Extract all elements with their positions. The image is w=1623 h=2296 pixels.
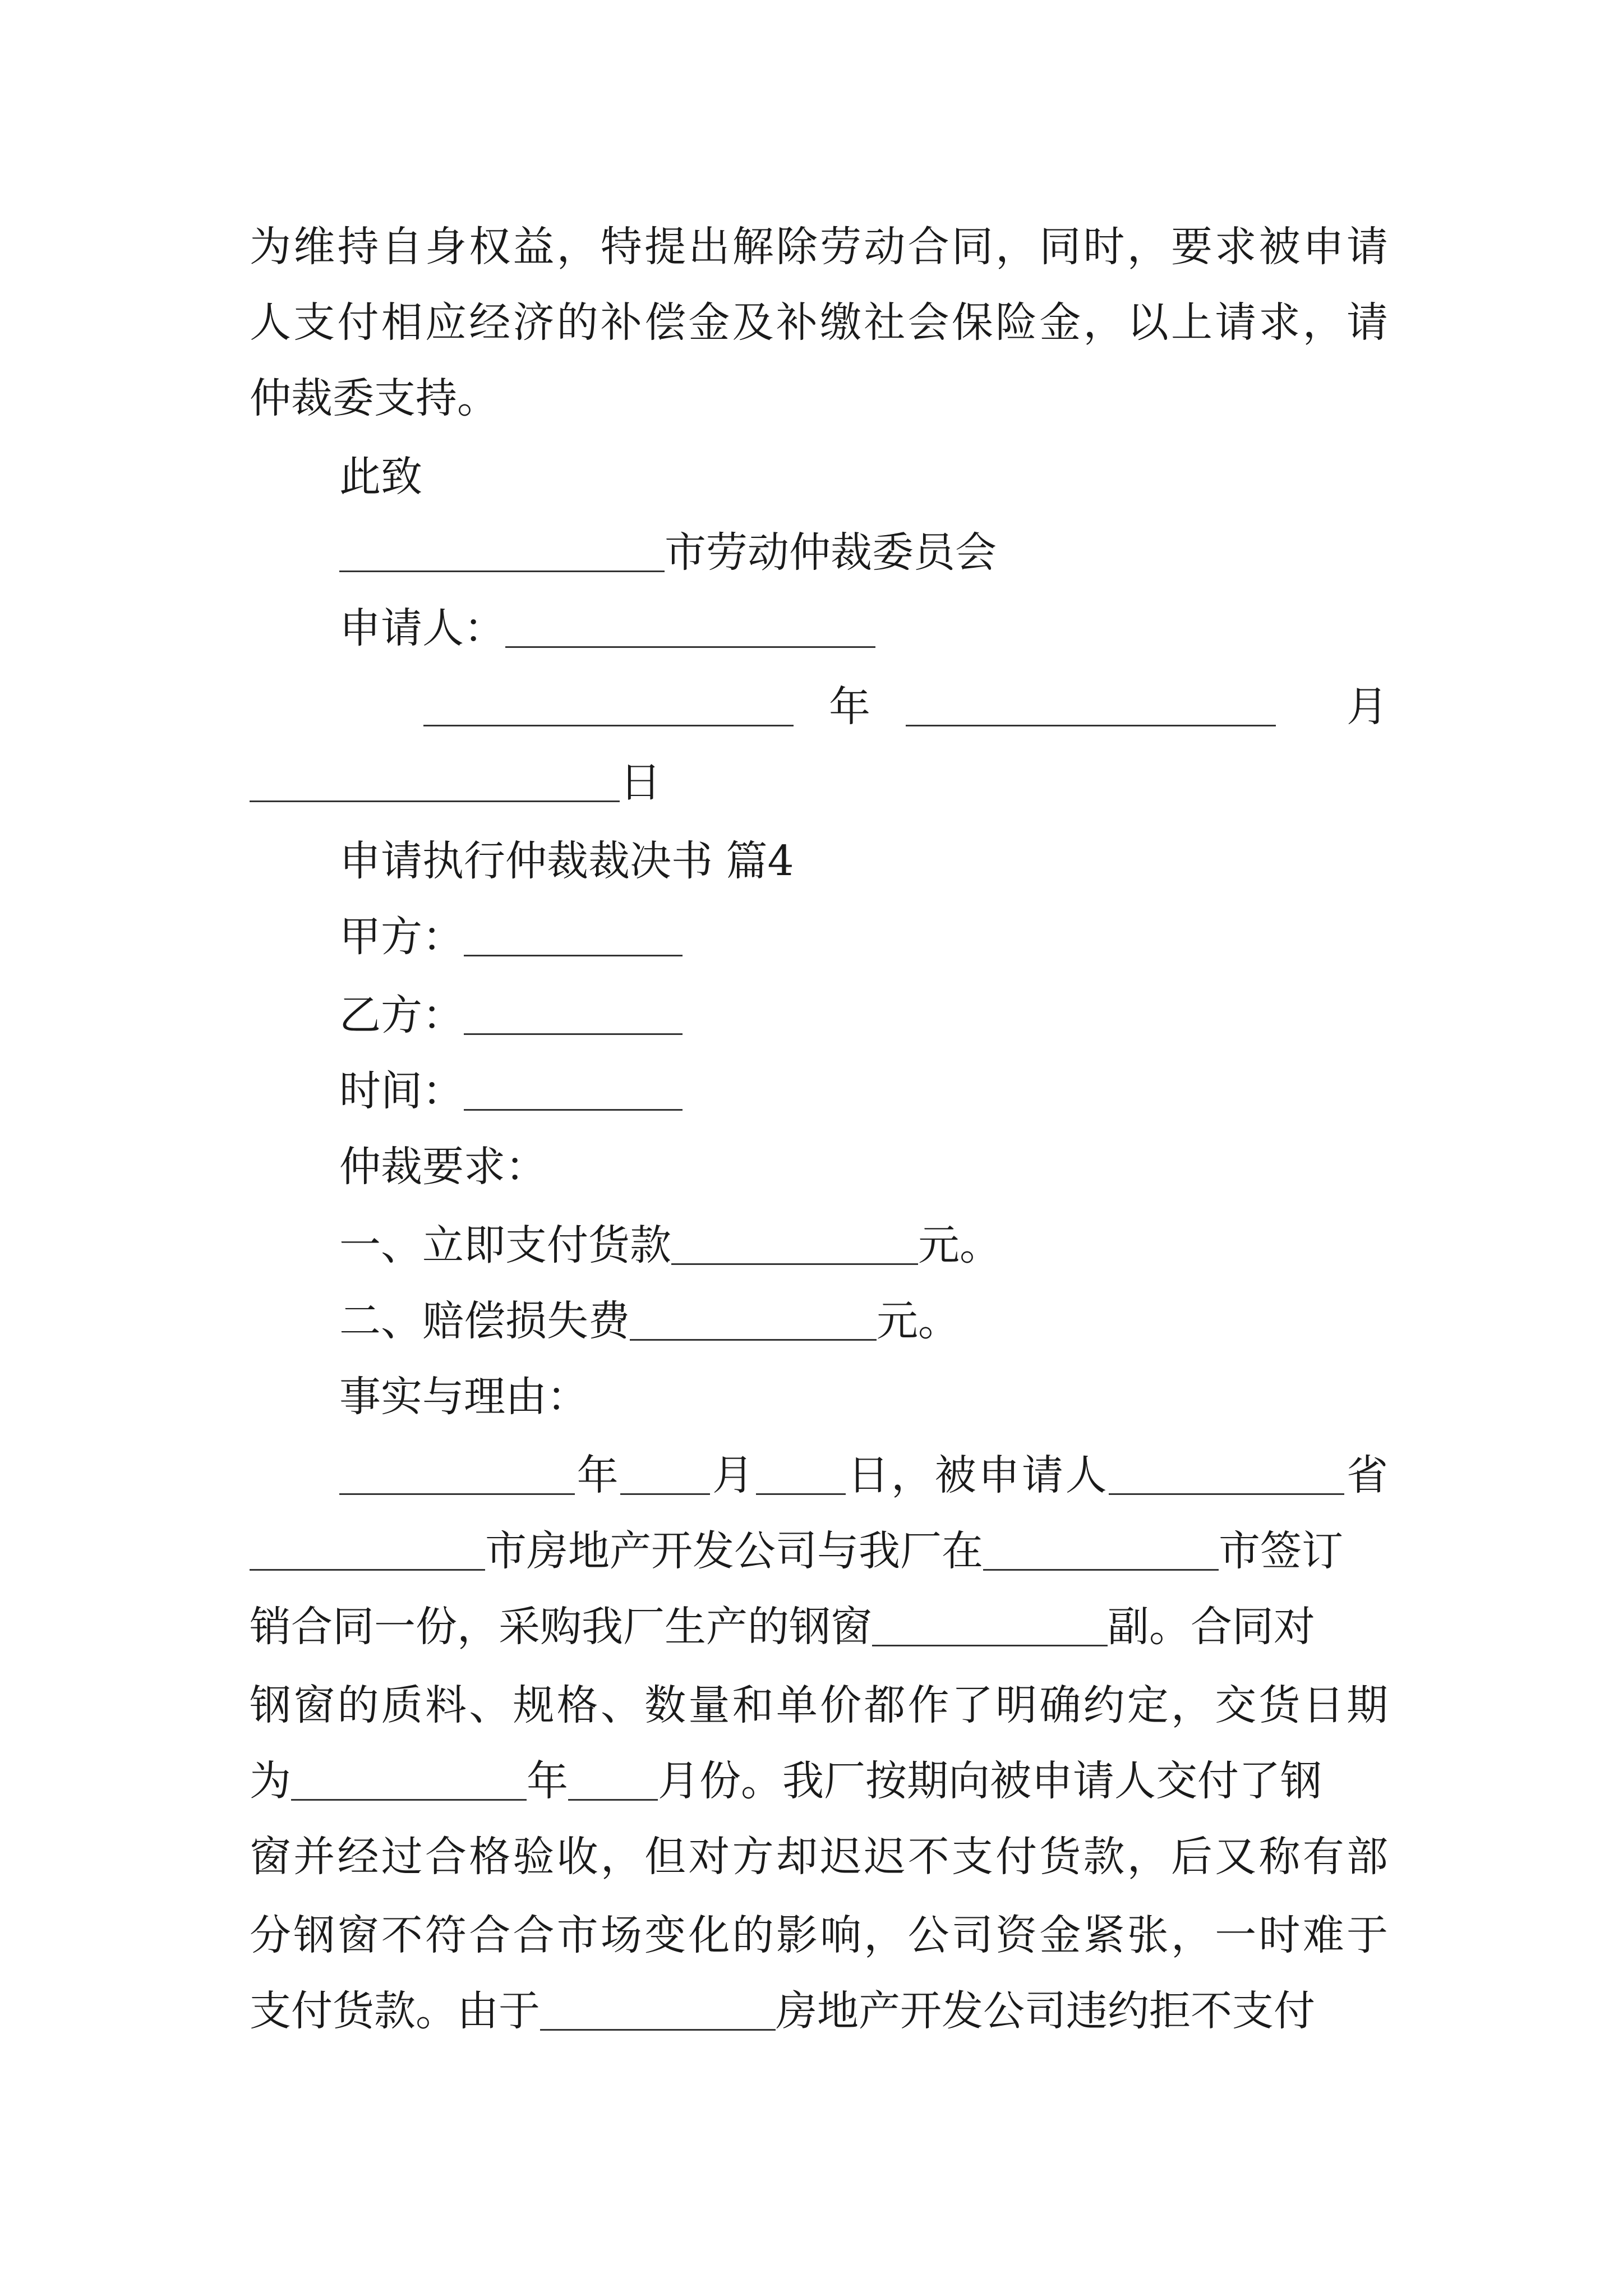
blank-month-2 (620, 1448, 710, 1495)
request-2-unit: 元。 (877, 1297, 960, 1345)
blank-city (339, 526, 665, 572)
year-label: 年 (829, 683, 870, 731)
addressee-suffix: 市劳动仲裁委员会 (665, 528, 997, 577)
paragraph-line-3: 仲裁委支持。 (250, 374, 499, 422)
facts-line-5-text: 月份。我厂按期向被申请人交付了钢 (658, 1757, 1322, 1805)
blank-day-2 (756, 1448, 846, 1495)
party-b-label: 乙方： (339, 991, 464, 1039)
party-a-label: 甲方： (339, 913, 464, 961)
blank-month (906, 680, 1276, 726)
facts-line-6: 窗并经过合格验收，但对方却迟迟不支付货款，后又称有部 (250, 1833, 1388, 1881)
facts-line-7: 分钢窗不符合合市场变化的影响，公司资金紧张，一时难于 (250, 1911, 1388, 1959)
facts-line-8 (250, 1972, 1388, 2050)
facts-line-2-end: 市签订 (1219, 1527, 1343, 1575)
facts-respondent-text: 日，被申请人 (845, 1451, 1109, 1499)
facts-line-5 (250, 1742, 1388, 1820)
facts-line-2-text: 市房地产开发公司与我厂在 (485, 1527, 983, 1575)
blank-year-2 (339, 1448, 575, 1495)
date-line (423, 668, 1388, 746)
blank-applicant (505, 601, 875, 648)
facts-heading: 事实与理由： (339, 1373, 588, 1421)
blank-window-count (872, 1600, 1108, 1646)
request-2-text: 二、赔偿损失费 (339, 1297, 630, 1345)
blank-sign-city (983, 1524, 1219, 1571)
party-b-line (339, 976, 1478, 1055)
facts-line-3 (250, 1588, 1388, 1666)
blank-company (540, 1984, 776, 2031)
request-1-text: 一、立即支付货款 (339, 1221, 671, 1269)
applicant-label: 申请人： (339, 604, 505, 652)
blank-party-b (464, 988, 683, 1035)
addressee-line (339, 513, 1478, 592)
party-a-line (339, 898, 1478, 976)
facts-delivery-year-label: 年 (527, 1757, 568, 1805)
facts-line-3-end: 副。合同对 (1108, 1603, 1315, 1651)
facts-line-8-end: 房地产开发公司违约拒不支付 (776, 1987, 1315, 2035)
month-label: 月 (1347, 683, 1388, 731)
time-line (339, 1052, 1478, 1130)
blank-delivery-year (291, 1754, 527, 1801)
facts-line-5-start: 为 (250, 1757, 291, 1805)
facts-year-label: 年 (575, 1451, 621, 1499)
blank-payment-amount (671, 1218, 918, 1265)
facts-line-8-text: 支付货款。由于 (250, 1987, 540, 2035)
salutation: 此致 (339, 453, 422, 501)
section-heading: 申请执行仲裁裁决书 篇4 (339, 837, 794, 885)
blank-compensation-amount (630, 1294, 877, 1341)
paragraph-line-1: 为维持自身权益，特提出解除劳动合同，同时，要求被申请 (250, 223, 1388, 271)
facts-province-label: 省 (1344, 1451, 1389, 1499)
time-label: 时间： (339, 1067, 464, 1115)
paragraph-line-2: 人支付相应经济的补偿金及补缴社会保险金，以上请求，请 (250, 298, 1388, 347)
applicant-line (339, 589, 1478, 668)
facts-line-3-text: 销合同一份，采购我厂生产的钢窗 (250, 1603, 872, 1651)
facts-month-label: 月 (710, 1451, 756, 1499)
facts-line-1 (339, 1436, 1388, 1515)
blank-party-a (464, 910, 683, 956)
request-1-unit: 元。 (918, 1221, 1001, 1269)
facts-line-4: 钢窗的质料、规格、数量和单价都作了明确约定，交货日期 (250, 1681, 1388, 1729)
blank-province (250, 1524, 485, 1571)
blank-time (464, 1064, 683, 1111)
blank-day (250, 756, 620, 802)
request-item-1 (339, 1206, 1478, 1285)
blank-delivery-month (568, 1754, 658, 1801)
day-line (250, 743, 1388, 822)
requests-heading: 仲裁要求： (339, 1143, 547, 1191)
blank-year (423, 680, 794, 726)
day-label: 日 (620, 758, 661, 807)
request-item-2 (339, 1282, 1478, 1360)
blank-respondent (1109, 1448, 1344, 1495)
facts-line-2 (250, 1512, 1388, 1590)
